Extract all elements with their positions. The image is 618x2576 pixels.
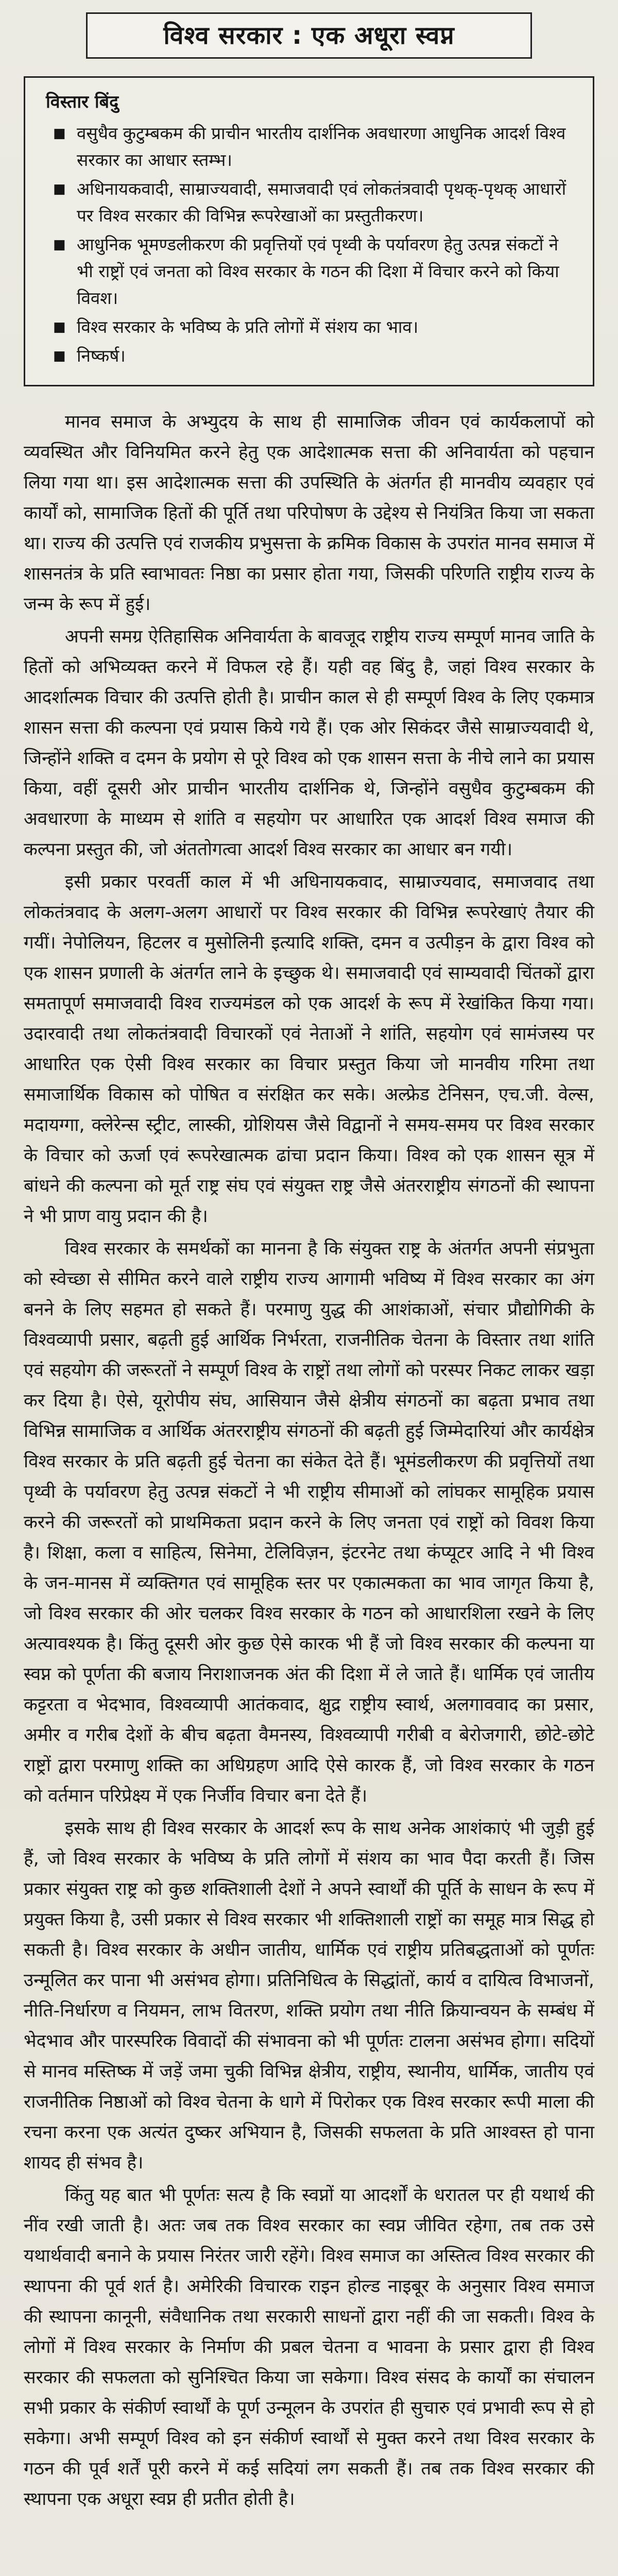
outline-box	[24, 76, 594, 386]
page-title: विश्व सरकार : एक अधूरा स्वप्न	[86, 12, 532, 59]
essay-paragraph: किंतु यह बात भी पूर्णतः सत्य है कि स्वप्नों या आदर्शों के धरातल पर ही यथार्थ की नींव रखी जाती है। अतः जब तक विश्व सरकार का स्वप्न जीवित रहेगा, तब तक उसे यथार्थवादी बनाने के प्रयास निरंतर जारी रहेंगे। विश्व समाज का अस्तित्व विश्व सरकार की स्थापना की पूर्व शर्त है। अमेरिकी विचारक राइन होल्ड नाइबूर के अनुसार विश्व समाज की स्थापना कानूनी, संवैधानिक तथा सरकारी साधनों द्वारा नहीं की जा सकती। विश्व के लोगों में विश्व सरकार के निर्माण की प्रबल चेतना व भावना के प्रसार द्वारा ही विश्व सरकार की सफलता को सुनिश्चित किया जा सकेगा। विश्व संसद के कार्यों का संचालन सभी प्रकार के संकीर्ण स्वार्थों के पूर्ण उन्मूलन के उपरांत ही सुचारु एवं प्रभावी रूप से हो सकेगा। अभी सम्पूर्ण विश्व को इन संकीर्ण स्वार्थों से मुक्त करने तथा विश्व सरकार के गठन की पूर्व शर्तें पूरी करने में कई सदियां लग सकती हैं। तब तक विश्व सरकार की स्थापना एक अधूरा स्वप्न ही प्रतीत होती है।	[24, 2185, 594, 2510]
essay-paragraph: विश्व सरकार के समर्थकों का मानना है कि संयुक्त राष्ट्र के अंतर्गत अपनी संप्रभुता को स्वेच्छा से सीमित करने वाले राष्ट्रीय राज्य आगामी भविष्य में विश्व सरकार का अंग बनने के लिए सहमत हो सकते हैं। परमाणु युद्ध की आशंकाओं, संचार प्रौद्योगिकी के विश्वव्यापी प्रसार, बढ़ती हुई आर्थिक निर्भरता, राजनीतिक चेतना के विस्तार तथा शांति एवं सहयोग की जरूरतों ने सम्पूर्ण विश्व के राष्ट्रों तथा लोगों को परस्पर निकट लाकर खड़ा कर दिया है। ऐसे, यूरोपीय संघ, आसियान जैसे क्षेत्रीय संगठनों का बढ़ता प्रभाव तथा विभिन्न सामाजिक व आर्थिक अंतरराष्ट्रीय संगठनों की बढ़ती हुई जिम्मेदारियां और कार्यक्षेत्र विश्व सरकार के प्रति बढ़ती हुई चेतना का संकेत देते हैं। भूमंडलीकरण की प्रवृत्तियों तथा पृथ्वी के पर्यावरण हेतु उत्पन्न संकटों ने भी राष्ट्रीय सीमाओं को लांघकर सामूहिक प्रयास करने की जरूरतों को प्राथमिकता प्रदान करने के लिए जनता एवं राष्ट्रों को विवश किया है। शिक्षा, कला व साहित्य, सिनेमा, टेलिविज़न, इंटरनेट तथा कंप्यूटर आदि ने भी विश्व के जन-मानस में व्यक्तिगत एवं सामूहिक स्तर पर एकात्मकता का भाव जागृत किया है, जो विश्व सरकार की ओर चलकर विश्व सरकार के गठन को आधारशिला रखने के लिए अत्यावश्यक है। किंतु दूसरी ओर कुछ ऐसे कारक भी हैं जो विश्व सरकार की कल्पना या स्वप्न को पूर्णता की बजाय निराशाजनक अंत की दिशा में ले जाते हैं। धार्मिक एवं जातीय कट्टरता व भेदभाव, विश्वव्यापी आतंकवाद, क्षुद्र राष्ट्रीय स्वार्थ, अलगाववाद का प्रसार, अमीर व गरीब देशों के बीच बढ़ता वैमनस्य, विश्वव्यापी गरीबी व बेरोजगारी, छोटे-छोटे राष्ट्रों द्वारा परमाणु शक्ति का अधिग्रहण आदि ऐसे कारक हैं, जो विश्व सरकार के गठन को वर्तमान परिप्रेक्ष्य में एक निर्जीव विचार बना देते हैं।	[24, 1239, 594, 1806]
outline-item: ■ विश्व सरकार के भविष्य के प्रति लोगों में संशय का भाव।	[77, 314, 572, 341]
essay-paragraph: इसके साथ ही विश्व सरकार के आदर्श रूप के साथ अनेक आशंकाएं भी जुड़ी हुई हैं, जो विश्व सरकार के भविष्य के प्रति लोगों में संशय का भाव पैदा करती हैं। जिस प्रकार संयुक्त राष्ट्र को कुछ शक्तिशाली देशों ने अपने स्वार्थों की पूर्ति के साधन के रूप में प्रयुक्त किया है, उसी प्रकार से विश्व सरकार भी शक्तिशाली राष्ट्रों का समूह मात्र सिद्ध हो सकती है। विश्व सरकार के अधीन जातीय, धार्मिक एवं राष्ट्रीय प्रतिबद्धताओं को पूर्णतः उन्मूलित कर पाना भी असंभव होगा। प्रतिनिधित्व के सिद्धांतों, कार्य व दायित्व विभाजनों, नीति-निर्धारण व नियमन, लाभ वितरण, शक्ति प्रयोग तथा नीति क्रियान्वयन के सम्बंध में भेदभाव और पारस्परिक विवादों की संभावना को भी पूर्णतः टालना असंभव होगा। सदियों से मानव मस्तिष्क में जड़ें जमा चुकी विभिन्न क्षेत्रीय, राष्ट्रीय, स्थानीय, धार्मिक, जातीय एवं राजनीतिक निष्ठाओं को विश्व चेतना के धागे में पिरोकर एक विश्व सरकार रूपी माला की रचना करना एक अत्यंत दुष्कर अभियान है, जिसकी सफलता के प्रति आश्वस्त हो पाना शायद ही संभव है।	[24, 1818, 594, 2173]
essay-body	[24, 407, 594, 2515]
outline-list	[46, 120, 572, 369]
outline-item: ■ निष्कर्ष।	[77, 343, 572, 369]
outline-item: ■ आधुनिक भूमण्डलीकरण की प्रवृत्तियों एवं पृथ्वी के पर्यावरण हेतु उत्पन्न संकटों ने भी राष्ट्रों एवं जनता को विश्व सरकार के गठन की दिशा में विचार करने को किया विवश।	[77, 231, 572, 312]
outline-item: ■ अधिनायकवादी, साम्राज्यवादी, समाजवादी एवं लोकतंत्रवादी पृथक्-पृथक् आधारों पर विश्व सरकार की विभिन्न रूपरेखाओं का प्रस्तुतीकरण।	[77, 176, 572, 229]
essay-paragraph: इसी प्रकार परवर्ती काल में भी अधिनायकवाद, साम्राज्यवाद, समाजवाद तथा लोकतंत्रवाद के अलग-अलग आधारों पर विश्व सरकार की विभिन्न रूपरेखाएं तैयार की गयीं। नेपोलियन, हिटलर व मुसोलिनी इत्यादि शक्ति, दमन व उत्पीड़न के द्वारा विश्व को एक शासन प्रणाली के अंतर्गत लाने के इच्छुक थे। समाजवादी एवं साम्यवादी चिंतकों द्वारा समतापूर्ण समाजवादी विश्व राज्यमंडल को एक आदर्श के रूप में रेखांकित किया गया। उदारवादी तथा लोकतंत्रवादी विचारकों एवं नेताओं ने शांति, सहयोग एवं सामंजस्य पर आधारित एक ऐसी विश्व सरकार का विचार प्रस्तुत किया जो मानवीय गरिमा तथा समाजार्थिक विकास को पोषित व संरक्षित कर सके। अल्फ्रेड टेनिसन, एच.जी. वेल्स, मदायग्गा, क्लेरेन्स स्ट्रीट, लास्की, ग्रोशियस जैसे विद्वानों ने समय-समय पर विश्व सरकार के विचार को ऊर्जा एवं रूपरेखात्मक ढांचा प्रदान किया। विश्व को एक शासन सूत्र में बांधने की कल्पना को मूर्त राष्ट्र संघ एवं संयुक्त राष्ट्र जैसे अंतरराष्ट्रीय संगठनों की स्थापना ने भी प्राण वायु प्रदान की है।	[24, 872, 594, 1227]
essay-paragraph: अपनी समग्र ऐतिहासिक अनिवार्यता के बावजूद राष्ट्रीय राज्य सम्पूर्ण मानव जाति के हितों को अभिव्यक्त करने में विफल रहे हैं। यही वह बिंदु है, जहां विश्व सरकार के आदर्शात्मक विचार की उत्पत्ति होती है। प्राचीन काल से ही सम्पूर्ण विश्व के लिए एकमात्र शासन सत्ता की कल्पना एवं प्रयास किये गये हैं। एक ओर सिकंदर जैसे साम्राज्यवादी थे, जिन्होंने शक्ति व दमन के प्रयोग से पूरे विश्व को एक शासन सत्ता के नीचे लाने का प्रयास किया, वहीं दूसरी ओर प्राचीन भारतीय दार्शनिक थे, जिन्होंने वसुधैव कुटुम्बकम की अवधारणा के माध्यम से शांति व सहयोग पर आधारित एक आदर्श विश्व समाज की कल्पना प्रस्तुत की, जो अंततोगत्वा आदर्श विश्व सरकार का आधार बन गयी।	[24, 626, 594, 860]
essay-paragraph: मानव समाज के अभ्युदय के साथ ही सामाजिक जीवन एवं कार्यकलापों को व्यवस्थित और विनियमित करने हेतु एक आदेशात्मक सत्ता की अनिवार्यता को पहचान लिया गया था। इस आदेशात्मक सत्ता की उपस्थिति के अंतर्गत ही मानवीय व्यवहार एवं कार्यों को, सामाजिक हितों की पूर्ति तथा परिपोषण के उद्देश्य से नियंत्रित किया जा सकता था। राज्य की उत्पत्ति एवं राजकीय प्रभुसत्ता के क्रमिक विकास के उपरांत मानव समाज में शासनतंत्र के प्रति स्वाभावतः निष्ठा का प्रसार होता गया, जिसकी परिणति राष्ट्रीय राज्य के जन्म के रूप में हुई।	[24, 412, 594, 615]
outline-item: ■ वसुधैव कुटुम्बकम की प्राचीन भारतीय दार्शनिक अवधारणा आधुनिक आदर्श विश्व सरकार का आधार स्तम्भ।	[77, 120, 572, 174]
outline-heading: विस्तार बिंदु	[46, 92, 119, 112]
